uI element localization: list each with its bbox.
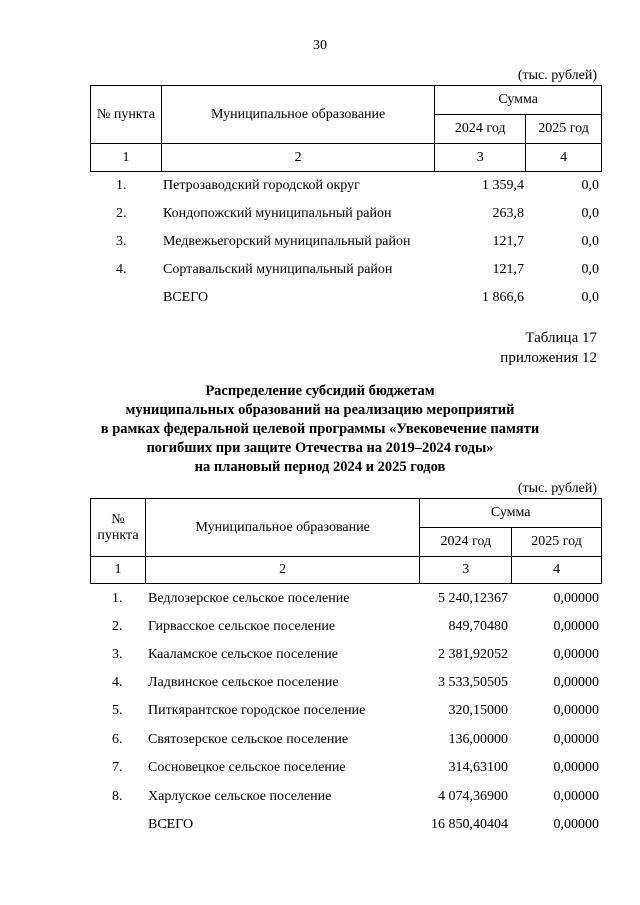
row-num: 2. xyxy=(116,206,127,221)
row-2024: 121,7 xyxy=(492,262,524,277)
row-name: Кааламское сельское поселение xyxy=(148,647,338,662)
row-name: Сортавальский муниципальный район xyxy=(163,262,393,277)
row-name: Петрозаводский городской округ xyxy=(163,178,360,193)
table2-header xyxy=(90,498,602,584)
table2-colnum-1: 1 xyxy=(91,557,146,584)
row-2025: 0,00000 xyxy=(553,675,599,690)
row-num: 5. xyxy=(112,703,123,718)
table-caption xyxy=(500,328,597,368)
row-name: Святозерское сельское поселение xyxy=(148,732,349,747)
row-name: Питкярантское городское поселение xyxy=(148,703,366,718)
row-num: 4. xyxy=(112,675,123,690)
table1-header xyxy=(90,85,602,172)
row-2024: 5 240,12367 xyxy=(438,591,508,606)
row-num: 4. xyxy=(116,262,127,277)
row-num: 6. xyxy=(112,732,123,747)
row-2024: 1 359,4 xyxy=(482,178,524,193)
title-line: погибших при защите Отечества на 2019–2024 годы» xyxy=(146,440,494,456)
row-2025: 0,0 xyxy=(581,234,599,249)
table2-header-2025: 2025 год xyxy=(512,528,602,557)
row-name: Кондопожский муниципальный район xyxy=(163,206,392,221)
table1-units: (тыс. рублей) xyxy=(517,68,597,83)
row-num: 3. xyxy=(112,647,123,662)
row-num: 8. xyxy=(112,789,123,804)
table2-header-2024: 2024 год xyxy=(420,528,512,557)
title-line: в рамках федеральной целевой программы «Увековечение памяти xyxy=(100,421,540,437)
title-line: муниципальных образований на реализацию мероприятий xyxy=(125,402,515,418)
row-2025: 0,00000 xyxy=(553,647,599,662)
row-2025: 0,0 xyxy=(581,178,599,193)
table2-header-num xyxy=(91,499,146,557)
row-2025: 0,00000 xyxy=(553,703,599,718)
table1-colnum-3: 3 xyxy=(435,144,526,172)
row-2025: 0,00000 xyxy=(553,789,599,804)
row-2024: 314,63100 xyxy=(448,760,508,775)
row-2024: 2 381,92052 xyxy=(438,647,508,662)
table1-header-sum: Сумма xyxy=(435,86,602,115)
row-num: 1. xyxy=(112,591,123,606)
total-2025: 0,0 xyxy=(581,290,599,305)
table1-colnum-1: 1 xyxy=(91,144,162,172)
row-2025: 0,00000 xyxy=(553,591,599,606)
row-2024: 136,00000 xyxy=(448,732,508,747)
row-2024: 4 074,36900 xyxy=(438,789,508,804)
row-num: 1. xyxy=(116,178,127,193)
total-label: ВСЕГО xyxy=(163,290,209,305)
page-number: 30 xyxy=(313,38,327,53)
table2-header-num-line1: № xyxy=(111,511,125,527)
table2-header-name: Муниципальное образование xyxy=(145,499,419,557)
row-2025: 0,00000 xyxy=(553,760,599,775)
row-2024: 263,8 xyxy=(492,206,524,221)
row-2024: 320,15000 xyxy=(448,703,508,718)
table2-colnum-4: 4 xyxy=(512,557,602,584)
row-2024: 3 533,50505 xyxy=(438,675,508,690)
table1-header-2024: 2024 год xyxy=(435,115,526,144)
row-name: Гирвасское сельское поселение xyxy=(148,619,336,634)
row-name: Сосновецкое сельское поселение xyxy=(148,760,346,775)
total-label: ВСЕГО xyxy=(148,817,194,832)
caption-appendix: приложения 12 xyxy=(500,350,597,366)
table2-colnum-3: 3 xyxy=(420,557,512,584)
table2-units: (тыс. рублей) xyxy=(517,481,597,496)
row-name: Ведлозерское сельское поселение xyxy=(148,591,350,606)
title-line: на плановый период 2024 и 2025 годов xyxy=(194,459,446,475)
table2-colnum-2: 2 xyxy=(145,557,419,584)
row-name: Ладвинское сельское поселение xyxy=(148,675,339,690)
total-2024: 1 866,6 xyxy=(482,290,524,305)
row-name: Харлуское сельское поселение xyxy=(148,789,332,804)
row-name: Медвежьегорский муниципальный район xyxy=(163,234,411,249)
row-num: 3. xyxy=(116,234,127,249)
table1-header-2025: 2025 год xyxy=(526,115,602,144)
row-2025: 0,00000 xyxy=(553,732,599,747)
row-2025: 0,00000 xyxy=(553,619,599,634)
table1-colnum-2: 2 xyxy=(161,144,434,172)
table1-colnum-4: 4 xyxy=(526,144,602,172)
row-num: 7. xyxy=(112,760,123,775)
row-2024: 121,7 xyxy=(492,234,524,249)
table2-header-num-line2: пункта xyxy=(97,527,139,543)
total-2024: 16 850,40404 xyxy=(431,817,508,832)
row-2025: 0,0 xyxy=(581,262,599,277)
row-num: 2. xyxy=(112,619,123,634)
table1-header-num: № пункта xyxy=(91,86,162,144)
table1-header-name: Муниципальное образование xyxy=(161,86,434,144)
table2-header-sum: Сумма xyxy=(420,499,602,528)
total-2025: 0,00000 xyxy=(553,817,599,832)
row-2025: 0,0 xyxy=(581,206,599,221)
row-2024: 849,70480 xyxy=(448,619,508,634)
caption-table-number: Таблица 17 xyxy=(525,330,597,346)
title-line: Распределение субсидий бюджетам xyxy=(205,383,435,399)
document-title xyxy=(0,382,640,477)
